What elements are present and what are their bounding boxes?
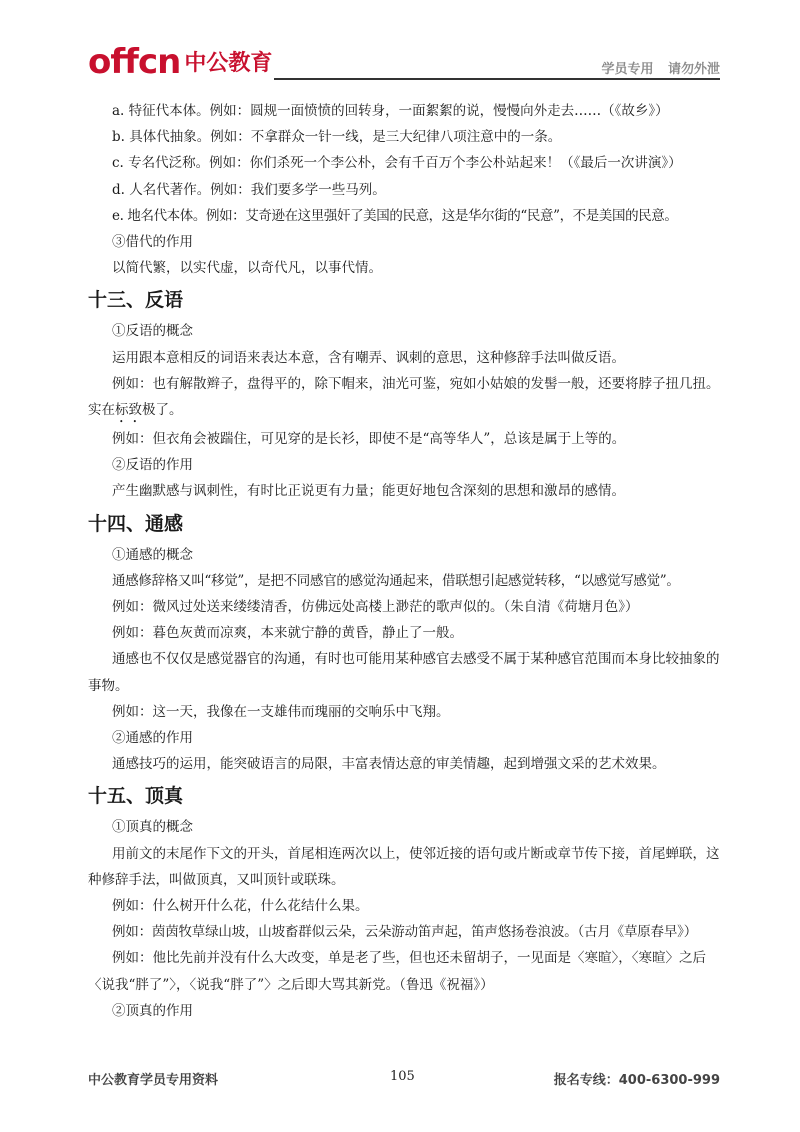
example-item: b. 具体代抽象。例如：不拿群众一针一线，是三大纪律八项注意中的一条。 <box>112 129 562 146</box>
paragraph: 运用跟本意相反的词语来表达本意，含有嘲弄、讽刺的意思，这种修辞手法叫做反语。 <box>112 349 625 366</box>
header-rule <box>274 78 720 80</box>
page-header <box>88 36 720 86</box>
paragraph <box>88 371 720 426</box>
example-item: d. 人名代著作。例如：我们要多学一些马列。 <box>112 181 386 198</box>
emphasized-text: 标致 <box>115 402 142 419</box>
enrollment-hotline: 报名专线：400-6300-999 <box>553 1073 720 1088</box>
paragraph: 通感也不仅仅是感觉器官的沟通，有时也可能用某种感官去感受不属于某种感官范围而本身比较抽象的事物。 <box>88 651 720 694</box>
offcn-logo <box>88 36 272 82</box>
page-body <box>88 98 720 1024</box>
paragraph: 产生幽默感与讽刺性，有时比正说更有力量；能更好地包含深刻的思想和激昂的感情。 <box>112 483 625 500</box>
paragraph: 通感修辞格又叫“移觉”，是把不同感官的感觉沟通起来，借联想引起感觉转移，“以感觉写感觉”。 <box>112 572 680 589</box>
paragraph: 用前文的末尾作下文的开头，首尾相连两次以上，使邻近接的语句或片断或章节传下接，首尾蝉联，这种修辞手法，叫做顶真，又叫顶针或联珠。 <box>88 845 720 888</box>
page-number: 105 <box>390 1069 415 1084</box>
subheading: ③借代的作用 <box>112 234 193 251</box>
example-item: c. 专名代泛称。例如：你们杀死一个李公朴，会有千百万个李公朴站起来！（《最后一次讲演》） <box>112 155 682 172</box>
paragraph: 例如：但衣角会被踹住，可见穿的是长衫，即使不是“高等华人”，总该是属于上等的。 <box>112 431 626 448</box>
paragraph: 例如：暮色灰黄而凉爽，本来就宁静的黄昏，静止了一般。 <box>112 625 463 642</box>
section-heading: 十三、反语 <box>88 289 184 312</box>
text-run: 极了。 <box>142 402 183 419</box>
section-heading: 十五、顶真 <box>88 785 184 808</box>
paragraph: 例如：什么树开什么花，什么花结什么果。 <box>112 898 369 915</box>
subheading: ①反语的概念 <box>112 323 193 340</box>
subheading: ①顶真的概念 <box>112 819 193 836</box>
subheading: ②顶真的作用 <box>112 1002 193 1019</box>
logo-chinese-name: 中公教育 <box>184 51 273 76</box>
example-item: e. 地名代本体。例如：艾奇逊在这里强奸了美国的民意，这是华尔街的“民意”，不是美国的民意。 <box>112 207 678 224</box>
text-run: 例如：也有解散辫子，盘得平的，除下帽来，油光可鉴，宛如小姑娘的发髻一般，还要将脖子扭几扭。实在 <box>88 375 720 419</box>
footer-left-text: 中公教育学员专用资料 <box>88 1073 219 1088</box>
subheading: ②反语的作用 <box>112 457 193 474</box>
paragraph: 例如：这一天，我像在一支雄伟而瑰丽的交响乐中飞翔。 <box>112 703 450 720</box>
subheading: ②通感的作用 <box>112 730 193 747</box>
paragraph: 例如：茵茵牧草绿山坡，山坡畜群似云朵，云朵游动笛声起，笛声悠扬卷浪波。（古月《草原春早》） <box>112 924 697 941</box>
example-item: a. 特征代本体。例如：圆规一面愤愤的回转身，一面絮絮的说，慢慢向外走去……（《故乡》） <box>112 103 669 119</box>
paragraph: 通感技巧的运用，能突破语言的局限，丰富表情达意的审美情趣，起到增强文采的艺术效果。 <box>112 756 666 773</box>
logo-wordmark: offcn <box>88 42 181 82</box>
paragraph: 例如：微风过处送来缕缕清香，仿佛远处高楼上渺茫的歌声似的。（朱自清《荷塘月色》） <box>112 599 639 616</box>
page-footer <box>88 1069 720 1091</box>
paragraph: 以简代繁，以实代虚，以奇代凡，以事代情。 <box>112 260 382 277</box>
paragraph: 例如：他比先前并没有什么大改变，单是老了些，但也还未留胡子，一见面是〈寒暄〉，〈寒暄〉之后〈说我“胖了”〉，〈说我“胖了”〉之后即大骂其新党。（鲁迅《祝福》） <box>88 950 706 993</box>
section-heading: 十四、通感 <box>88 512 184 535</box>
header-notice: 学员专用 请勿外泄 <box>601 62 720 77</box>
subheading: ①通感的概念 <box>112 546 193 563</box>
